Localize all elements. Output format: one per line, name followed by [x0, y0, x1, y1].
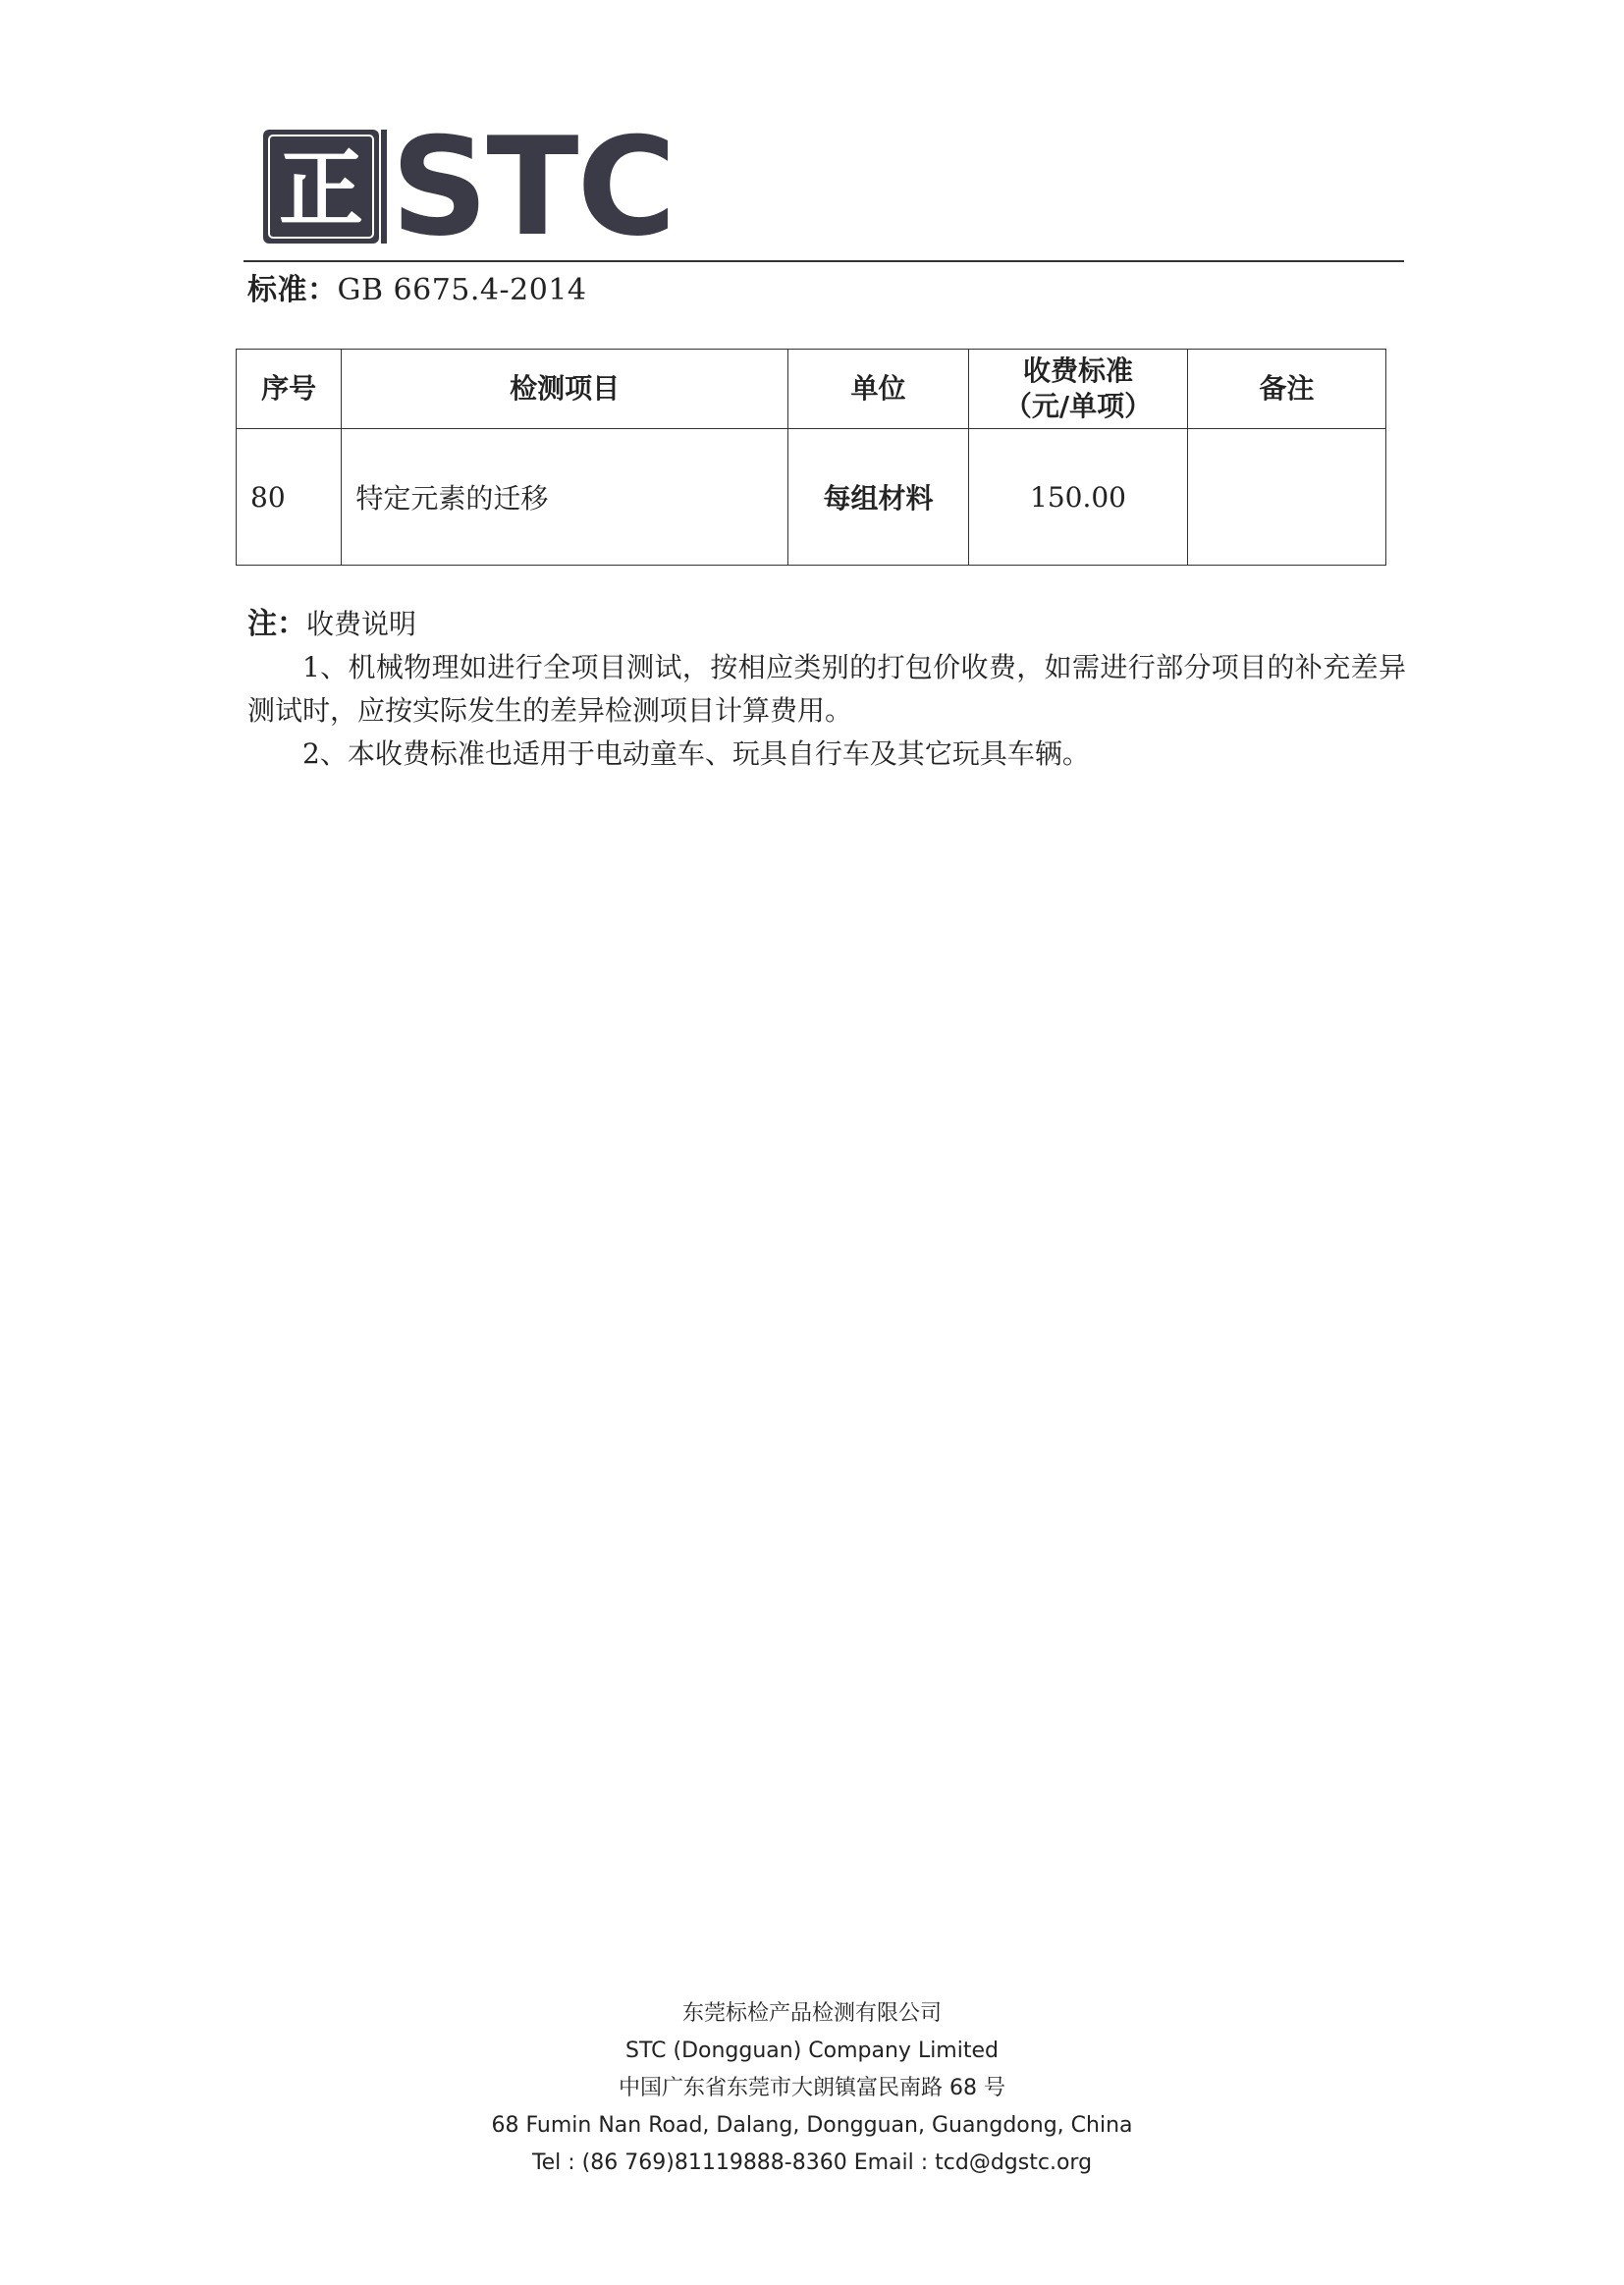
- standard-value: GB 6675.4-2014: [337, 273, 587, 307]
- footer-address-cn: 中国广东省东莞市大朗镇富民南路 68 号: [619, 2076, 1005, 2100]
- cell-unit: 每组材料: [787, 429, 968, 566]
- footer-address-en: 68 Fumin Nan Road, Dalang, Dongguan, Guangdong, China: [491, 2113, 1133, 2138]
- notes-section: [247, 603, 1406, 776]
- logo-mark-glyph: 正: [279, 139, 363, 239]
- cell-remark: [1187, 429, 1385, 566]
- col-unit-header: 单位: [787, 350, 968, 429]
- footer-contact: Tel : (86 769)81119888-8360 Email : tcd@dgstc.org: [531, 2150, 1093, 2175]
- footer: [0, 1995, 1624, 2182]
- notes-title: 收费说明: [306, 608, 417, 640]
- cell-price: 150.00: [969, 429, 1188, 566]
- cell-item: 特定元素的迁移: [342, 429, 788, 566]
- stc-logo: [263, 128, 705, 245]
- table-header-row: [237, 350, 1386, 429]
- col-item-header: 检测项目: [342, 350, 788, 429]
- footer-company-cn: 东莞标检产品检测有限公司: [681, 2001, 942, 2026]
- note-item: 1、机械物理如进行全项目测试，按相应类别的打包价收费，如需进行部分项目的补充差异测试时，应按实际发生的差异检测项目计算费用。: [247, 651, 1406, 727]
- table-row: [237, 429, 1386, 566]
- header-rule: [244, 260, 1404, 262]
- fee-table: [236, 349, 1386, 566]
- col-fee-header: [969, 350, 1188, 429]
- col-remark-header: 备注: [1187, 350, 1385, 429]
- footer-company-en: STC (Dongguan) Company Limited: [625, 2039, 999, 2063]
- cell-no: 80: [237, 429, 342, 566]
- standard-line: [247, 265, 587, 308]
- standard-label: 标准：: [247, 273, 338, 307]
- col-fee-title: 收费标准: [1023, 354, 1134, 387]
- col-no-header: 序号: [237, 350, 342, 429]
- logo-text: STC: [391, 128, 675, 245]
- col-fee-unit: （元/单项）: [1003, 390, 1153, 422]
- notes-label: 注：: [247, 607, 306, 641]
- notes-title-line: [247, 603, 1406, 646]
- note-item: 2、本收费标准也适用于电动童车、玩具自行车及其它玩具车辆。: [302, 737, 1090, 770]
